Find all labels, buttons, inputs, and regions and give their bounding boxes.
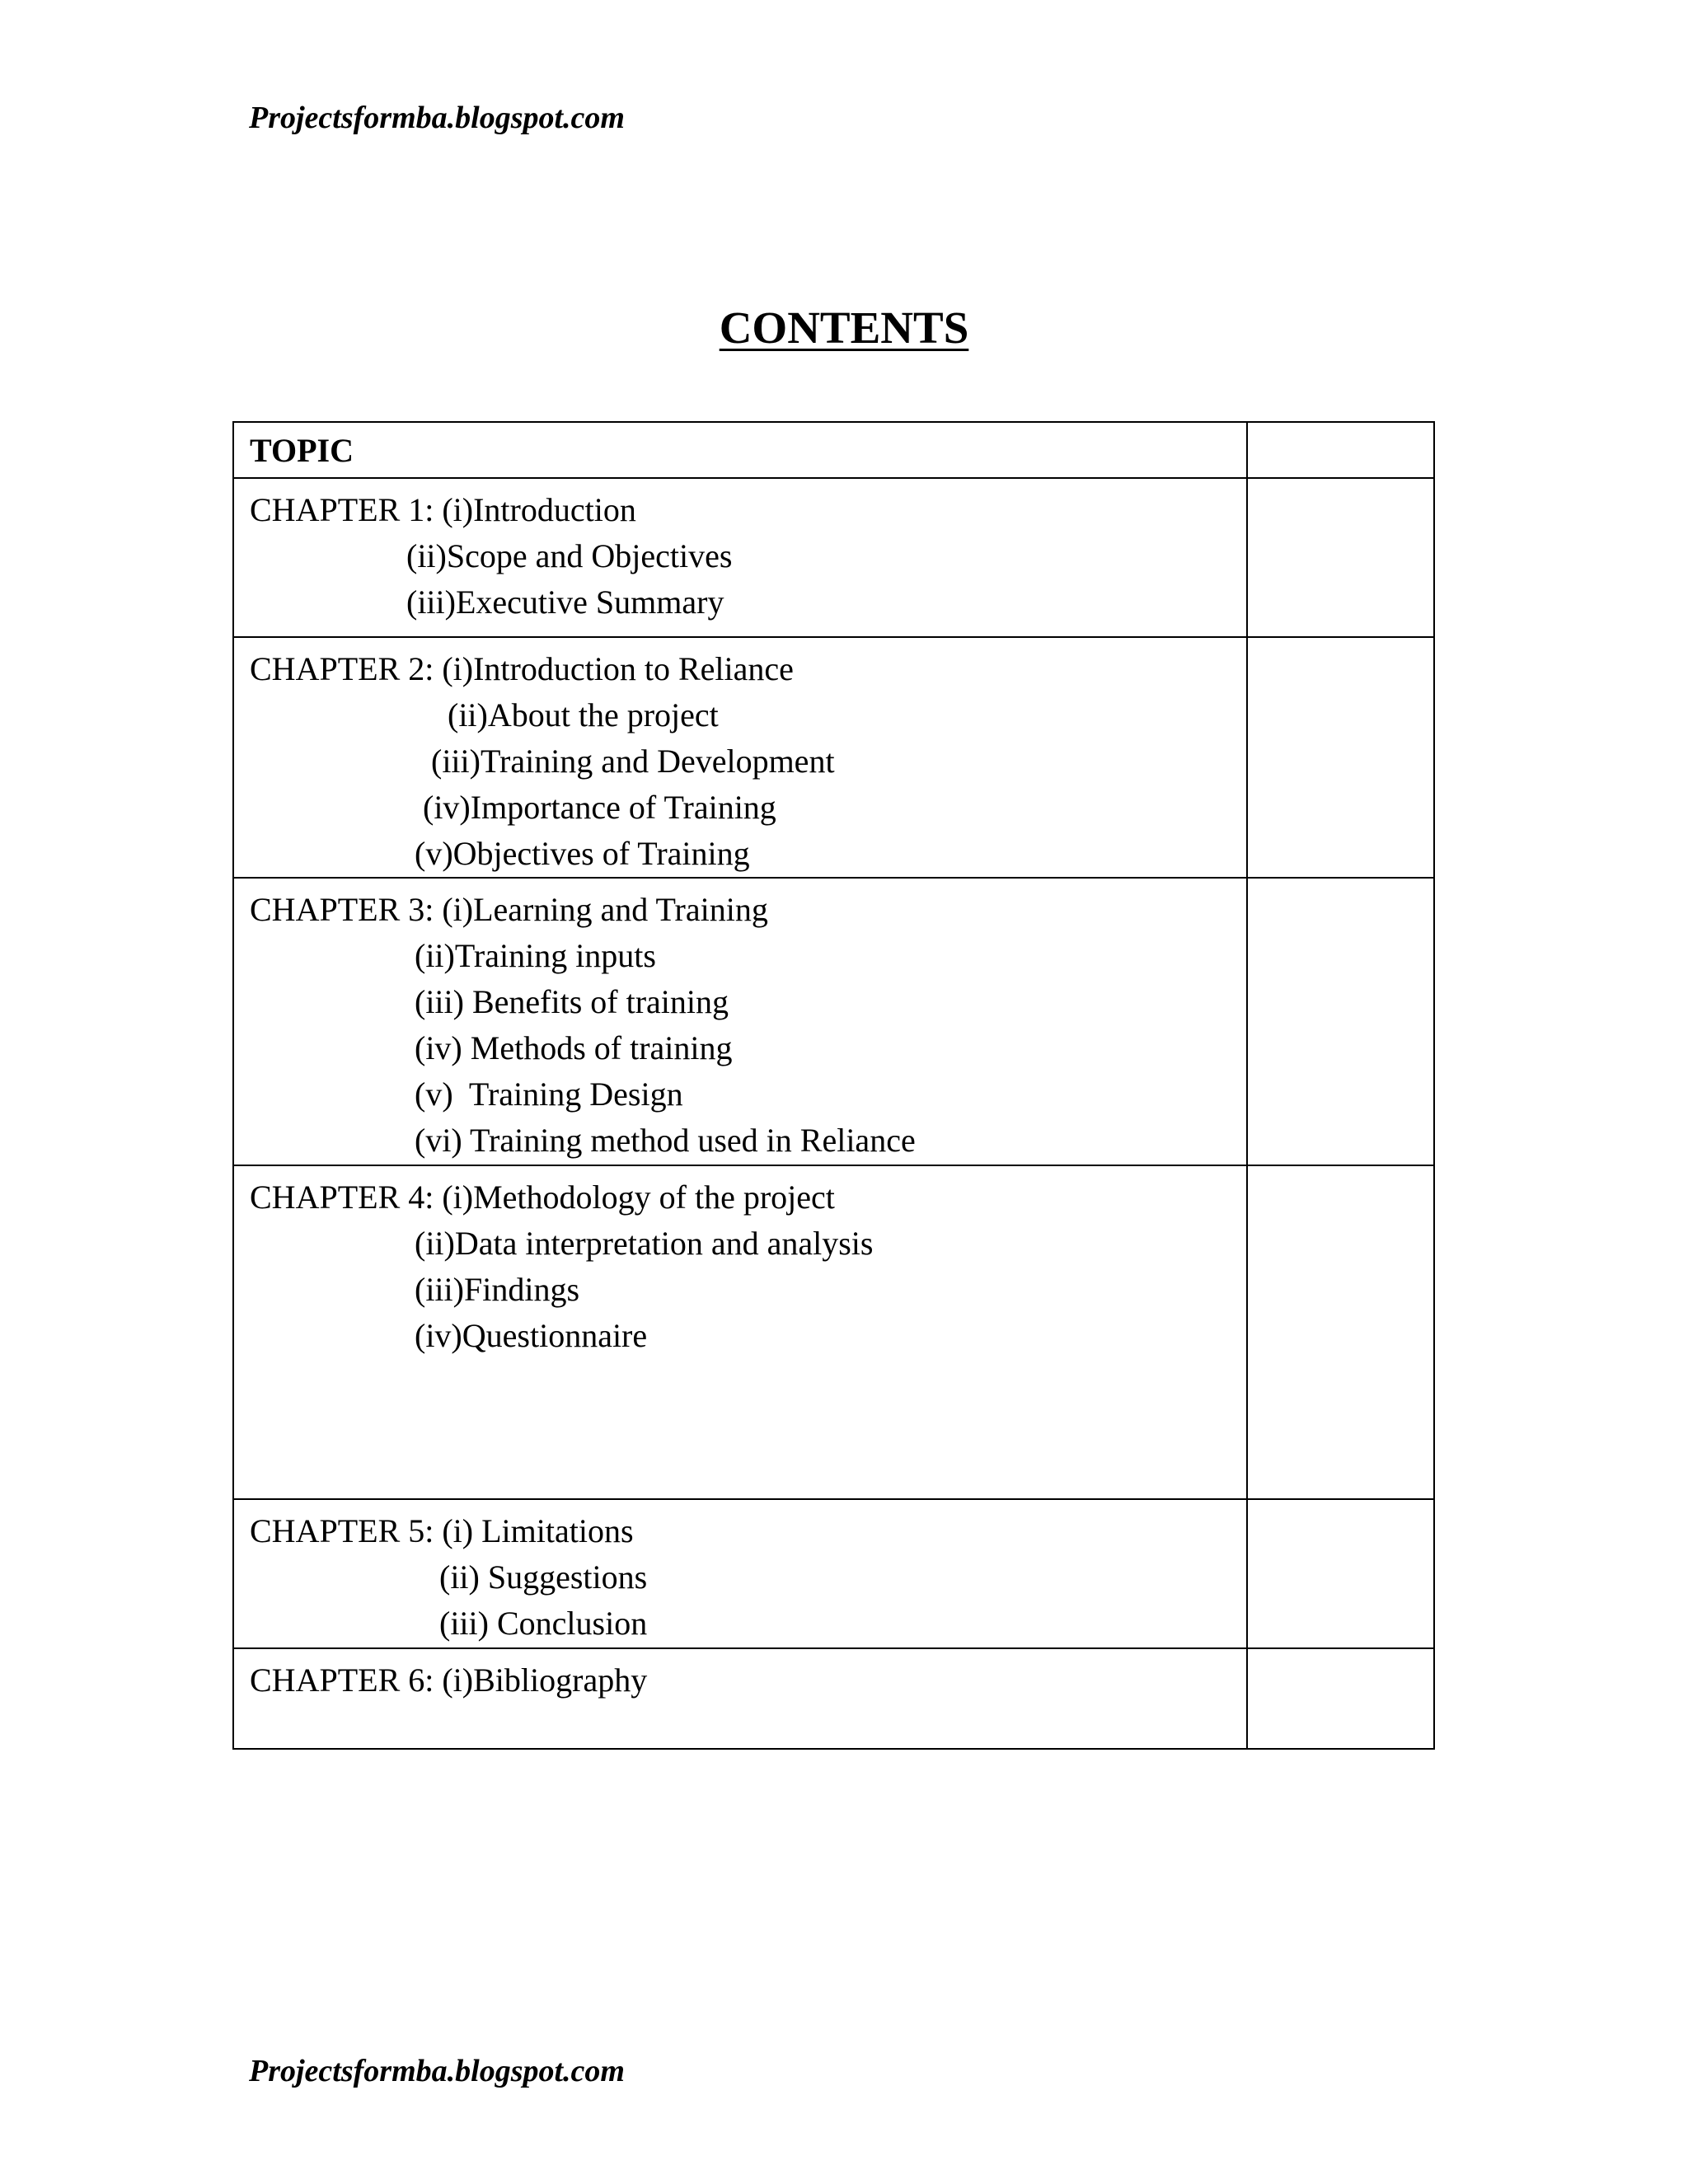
chapter-6-page-cell bbox=[1247, 1648, 1434, 1749]
chapter-2-subtopic: (ii)About the project bbox=[448, 696, 719, 733]
chapter-3-subtopic: (iv) Methods of training bbox=[415, 1029, 733, 1066]
chapter-2-subtopic: (v)Objectives of Training bbox=[415, 835, 750, 872]
page-title-text: CONTENTS bbox=[719, 302, 969, 353]
chapter-6-title: CHAPTER 6: (i)Bibliography bbox=[250, 1661, 648, 1699]
chapter-2-page-cell bbox=[1247, 637, 1434, 878]
chapter-3-title: CHAPTER 3: (i)Learning and Training bbox=[250, 891, 768, 928]
chapter-4-topic-cell bbox=[233, 1165, 1247, 1499]
footer-site-label: Projectsformba.blogspot.com bbox=[249, 2054, 625, 2088]
chapter-6-topic-cell bbox=[233, 1648, 1247, 1749]
chapter-1-subtopic: (iii)Executive Summary bbox=[406, 583, 724, 621]
chapter-1-row bbox=[233, 478, 1434, 637]
chapter-4-title: CHAPTER 4: (i)Methodology of the project bbox=[250, 1179, 835, 1216]
chapter-5-subtopic: (iii) Conclusion bbox=[439, 1605, 648, 1642]
chapter-2-subtopic: (iv)Importance of Training bbox=[423, 789, 776, 826]
chapter-4-page-cell bbox=[1247, 1165, 1434, 1499]
chapter-3-page-cell bbox=[1247, 878, 1434, 1165]
chapter-5-title: CHAPTER 5: (i) Limitations bbox=[250, 1512, 634, 1549]
chapter-6-row bbox=[233, 1648, 1434, 1749]
chapter-2-row bbox=[233, 637, 1434, 878]
chapter-3-row bbox=[233, 878, 1434, 1165]
chapter-1-title: CHAPTER 1: (i)Introduction bbox=[250, 491, 636, 528]
topic-header-cell bbox=[233, 422, 1247, 478]
chapter-2-title: CHAPTER 2: (i)Introduction to Reliance bbox=[250, 650, 794, 687]
chapter-1-topic-cell bbox=[233, 478, 1247, 637]
chapter-5-subtopic: (ii) Suggestions bbox=[439, 1558, 648, 1596]
table-header-row bbox=[233, 422, 1434, 478]
chapter-1-subtopic: (ii)Scope and Objectives bbox=[406, 537, 733, 574]
chapter-2-topic-cell bbox=[233, 637, 1247, 878]
chapter-5-row bbox=[233, 1499, 1434, 1648]
chapter-3-subtopic: (v) Training Design bbox=[415, 1076, 683, 1113]
chapter-5-page-cell bbox=[1247, 1499, 1434, 1648]
chapter-5-topic-cell bbox=[233, 1499, 1247, 1648]
topic-header-label: TOPIC bbox=[250, 432, 354, 469]
chapter-3-subtopic: (vi) Training method used in Reliance bbox=[415, 1122, 916, 1159]
contents-table bbox=[232, 421, 1435, 1750]
page-title bbox=[0, 302, 1688, 353]
header-site-label: Projectsformba.blogspot.com bbox=[249, 101, 625, 135]
chapter-4-subtopic: (iii)Findings bbox=[415, 1271, 580, 1308]
chapter-2-subtopic: (iii)Training and Development bbox=[431, 743, 835, 780]
page-header-cell bbox=[1247, 422, 1434, 478]
chapter-4-subtopic: (ii)Data interpretation and analysis bbox=[415, 1225, 874, 1262]
chapter-1-page-cell bbox=[1247, 478, 1434, 637]
chapter-3-subtopic: (iii) Benefits of training bbox=[415, 983, 729, 1020]
chapter-4-row bbox=[233, 1165, 1434, 1499]
chapter-3-topic-cell bbox=[233, 878, 1247, 1165]
chapter-4-subtopic: (iv)Questionnaire bbox=[415, 1317, 648, 1354]
chapter-3-subtopic: (ii)Training inputs bbox=[415, 937, 656, 974]
